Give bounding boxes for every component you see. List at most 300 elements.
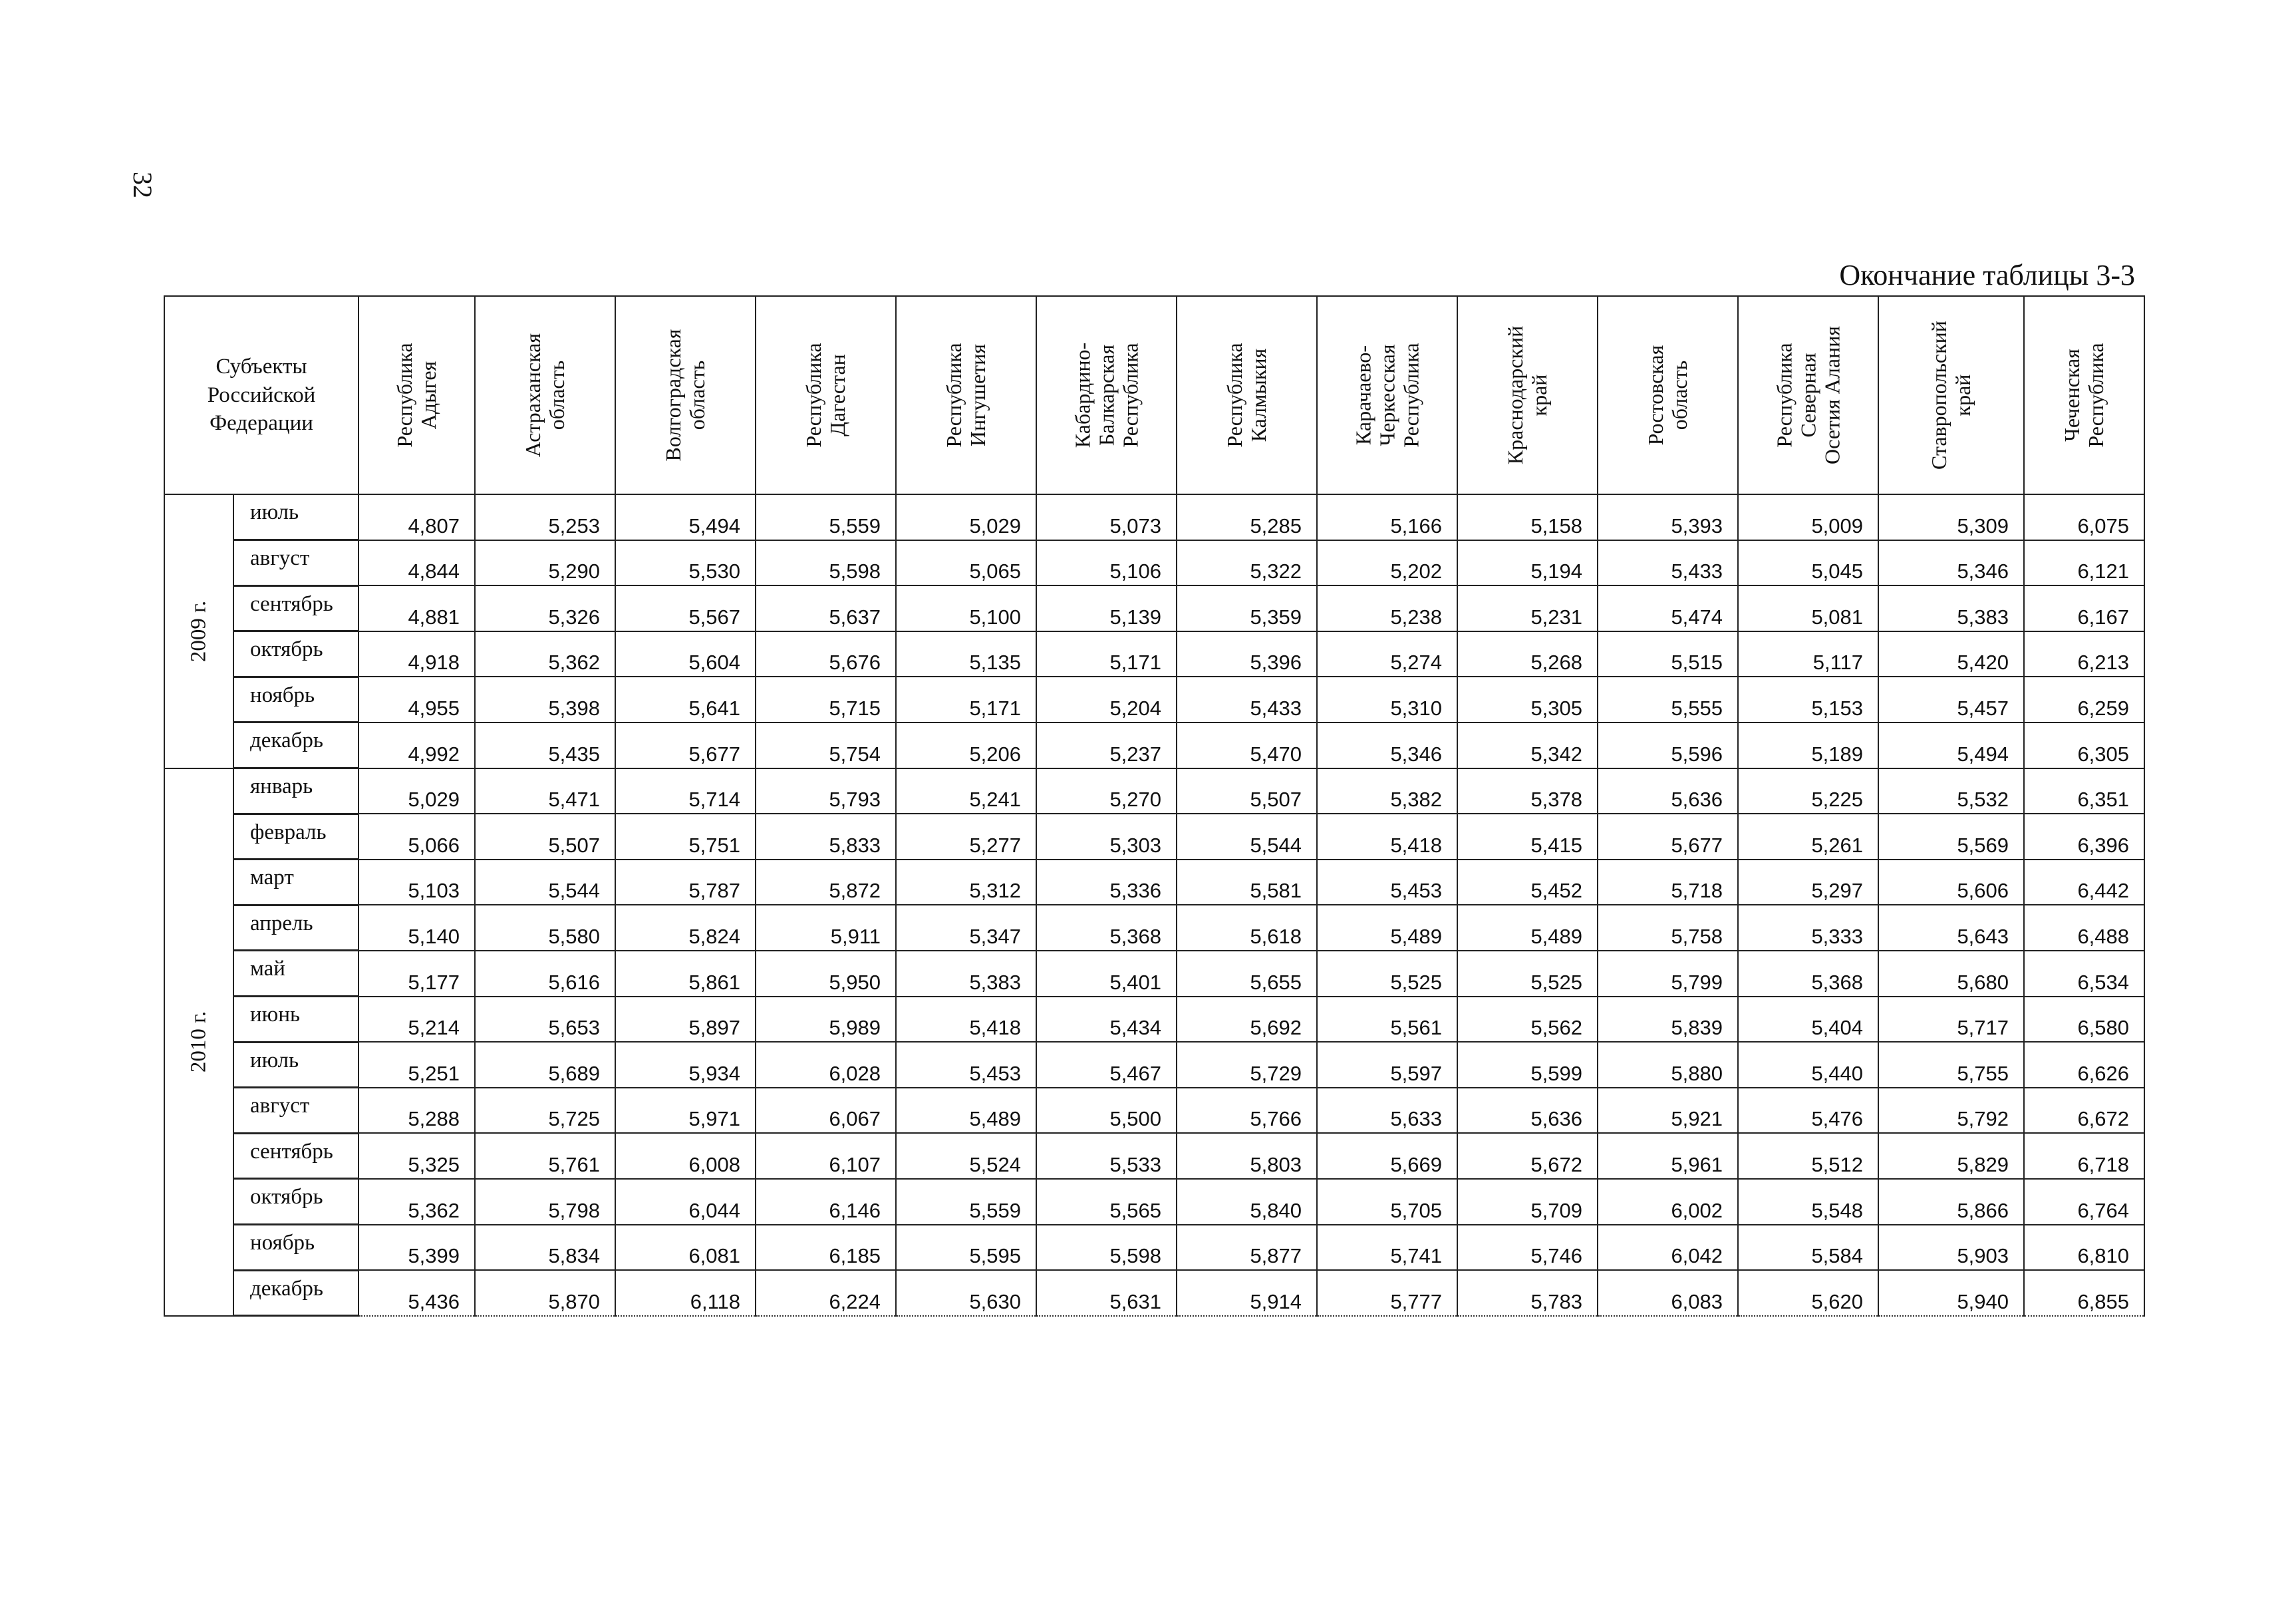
column-header-line: Республика [392, 343, 416, 448]
value-cell: 5,434 [1036, 997, 1177, 1043]
value-cell: 6,042 [1598, 1225, 1738, 1271]
value-cell: 5,598 [1036, 1225, 1177, 1271]
value-cell: 5,754 [756, 723, 896, 768]
value-cell: 5,692 [1177, 997, 1317, 1043]
column-header-label [393, 343, 441, 447]
value-cell: 5,065 [896, 540, 1036, 586]
value-cell: 5,565 [1036, 1179, 1177, 1225]
month-cell: декабрь [233, 723, 359, 768]
value-cell: 5,803 [1177, 1133, 1317, 1179]
value-cell: 5,420 [1878, 631, 2024, 677]
corner-header-line: Субъекты [215, 354, 307, 379]
value-cell: 6,081 [615, 1225, 756, 1271]
value-cell: 6,167 [2024, 585, 2144, 631]
value-cell: 5,559 [896, 1179, 1036, 1225]
value-cell: 5,680 [1878, 951, 2024, 997]
value-cell: 5,452 [1457, 860, 1598, 905]
month-cell: июль [233, 494, 359, 540]
value-cell: 6,213 [2024, 631, 2144, 677]
value-cell: 5,066 [359, 814, 475, 860]
value-cell: 6,185 [756, 1225, 896, 1271]
value-cell: 5,872 [756, 860, 896, 905]
value-cell: 5,839 [1598, 997, 1738, 1043]
value-cell: 5,630 [896, 1270, 1036, 1316]
value-cell: 5,616 [475, 951, 615, 997]
table-row [164, 1042, 2144, 1088]
column-header-line: Северная [1795, 353, 1820, 438]
column-header-label [1504, 326, 1552, 464]
corner-header [164, 296, 359, 494]
value-cell: 5,253 [475, 494, 615, 540]
value-cell: 5,297 [1738, 860, 1878, 905]
table-row [164, 677, 2144, 723]
value-cell: 5,346 [1317, 723, 1457, 768]
value-cell: 5,653 [475, 997, 615, 1043]
year-cell [164, 494, 233, 768]
column-header-line: Республика [941, 343, 966, 448]
month-cell: июль [233, 1042, 359, 1088]
value-cell: 5,741 [1317, 1225, 1457, 1271]
value-cell: 6,855 [2024, 1270, 2144, 1316]
value-cell: 5,655 [1177, 951, 1317, 997]
value-cell: 5,580 [475, 905, 615, 951]
value-cell: 5,861 [615, 951, 756, 997]
month-cell: март [233, 860, 359, 905]
value-cell: 5,470 [1177, 723, 1317, 768]
table-row [164, 905, 2144, 951]
column-header-line: Волгоградская [660, 329, 685, 462]
value-cell: 5,241 [896, 768, 1036, 814]
year-cell [164, 768, 233, 1316]
column-header-line: Адыгея [416, 361, 440, 430]
value-cell: 5,312 [896, 860, 1036, 905]
table-row [164, 814, 2144, 860]
value-cell: 5,989 [756, 997, 896, 1043]
value-cell: 5,103 [359, 860, 475, 905]
value-cell: 5,758 [1598, 905, 1738, 951]
table-row [164, 540, 2144, 586]
value-cell: 4,807 [359, 494, 475, 540]
value-cell: 6,442 [2024, 860, 2144, 905]
column-header-line: Республика [1398, 343, 1423, 448]
column-header-line: Осетия Алания [1819, 326, 1844, 464]
value-cell: 6,028 [756, 1042, 896, 1088]
value-cell: 5,418 [1317, 814, 1457, 860]
value-cell: 5,194 [1457, 540, 1598, 586]
column-header [756, 296, 896, 494]
value-cell: 5,489 [1317, 905, 1457, 951]
month-cell: ноябрь [233, 677, 359, 723]
column-header-line: Республика [1117, 343, 1142, 448]
value-cell: 5,677 [1598, 814, 1738, 860]
value-cell: 5,595 [896, 1225, 1036, 1271]
value-cell: 5,206 [896, 723, 1036, 768]
value-cell: 6,107 [756, 1133, 896, 1179]
column-header-line: Астраханская [520, 333, 545, 458]
value-cell: 5,934 [615, 1042, 756, 1088]
value-cell: 5,139 [1036, 585, 1177, 631]
column-header-line: Ингушетия [965, 343, 990, 447]
value-cell: 5,636 [1457, 1088, 1598, 1134]
value-cell: 5,793 [756, 768, 896, 814]
value-cell: 5,914 [1177, 1270, 1317, 1316]
value-cell: 5,453 [896, 1042, 1036, 1088]
column-header-line: Калмыкия [1246, 348, 1270, 442]
value-cell: 4,844 [359, 540, 475, 586]
column-header-line: Ставропольский [1926, 321, 1951, 470]
value-cell: 5,100 [896, 585, 1036, 631]
value-cell: 4,992 [359, 723, 475, 768]
table-row [164, 997, 2144, 1043]
value-cell: 5,158 [1457, 494, 1598, 540]
table-row [164, 1179, 2144, 1225]
value-cell: 5,512 [1738, 1133, 1878, 1179]
value-cell: 6,718 [2024, 1133, 2144, 1179]
value-cell: 5,544 [1177, 814, 1317, 860]
value-cell: 5,544 [475, 860, 615, 905]
value-cell: 5,604 [615, 631, 756, 677]
value-cell: 5,106 [1036, 540, 1177, 586]
column-header [1177, 296, 1317, 494]
value-cell: 6,259 [2024, 677, 2144, 723]
value-cell: 5,399 [359, 1225, 475, 1271]
value-cell: 5,362 [475, 631, 615, 677]
value-cell: 5,467 [1036, 1042, 1177, 1088]
column-header [1036, 296, 1177, 494]
value-cell: 5,398 [475, 677, 615, 723]
value-cell: 5,787 [615, 860, 756, 905]
value-cell: 5,877 [1177, 1225, 1317, 1271]
corner-header-line: Федерации [210, 411, 313, 436]
column-header [615, 296, 756, 494]
column-header-label [1928, 321, 1975, 470]
column-header-line: Балкарская [1093, 344, 1118, 446]
value-cell: 6,146 [756, 1179, 896, 1225]
month-cell: октябрь [233, 631, 359, 677]
column-header-line: край [1526, 374, 1551, 416]
value-cell: 5,921 [1598, 1088, 1738, 1134]
value-cell: 5,870 [475, 1270, 615, 1316]
column-header-line: Кабардино- [1070, 342, 1094, 448]
table-row [164, 723, 2144, 768]
value-cell: 5,597 [1317, 1042, 1457, 1088]
value-cell: 5,641 [615, 677, 756, 723]
column-header-label [2061, 343, 2108, 447]
value-cell: 5,177 [359, 951, 475, 997]
value-cell: 5,548 [1738, 1179, 1878, 1225]
table-row [164, 494, 2144, 540]
value-cell: 5,383 [896, 951, 1036, 997]
value-cell: 5,433 [1598, 540, 1738, 586]
value-cell: 5,368 [1738, 951, 1878, 997]
table-row [164, 631, 2144, 677]
value-cell: 6,810 [2024, 1225, 2144, 1271]
value-cell: 6,044 [615, 1179, 756, 1225]
month-cell: сентябрь [233, 585, 359, 631]
value-cell: 5,435 [475, 723, 615, 768]
value-cell: 5,362 [359, 1179, 475, 1225]
value-cell: 5,368 [1036, 905, 1177, 951]
table-row [164, 1088, 2144, 1134]
column-header-label [662, 329, 710, 461]
value-cell: 6,118 [615, 1270, 756, 1316]
tariff-table [164, 295, 2145, 1317]
value-cell: 5,489 [1457, 905, 1598, 951]
value-cell: 5,507 [475, 814, 615, 860]
value-cell: 5,336 [1036, 860, 1177, 905]
table-caption: Окончание таблицы 3-3 [1839, 259, 2135, 291]
value-cell: 5,204 [1036, 677, 1177, 723]
month-cell: январь [233, 768, 359, 814]
value-cell: 6,396 [2024, 814, 2144, 860]
month-cell: декабрь [233, 1270, 359, 1316]
value-cell: 5,433 [1177, 677, 1317, 723]
value-cell: 5,140 [359, 905, 475, 951]
value-cell: 6,351 [2024, 768, 2144, 814]
table-row [164, 1225, 2144, 1271]
month-cell: сентябрь [233, 1133, 359, 1179]
column-header-line: область [544, 360, 569, 430]
column-header [2024, 296, 2144, 494]
value-cell: 6,534 [2024, 951, 2144, 997]
value-cell: 5,322 [1177, 540, 1317, 586]
value-cell: 5,135 [896, 631, 1036, 677]
value-cell: 5,606 [1878, 860, 2024, 905]
value-cell: 5,285 [1177, 494, 1317, 540]
value-cell: 5,709 [1457, 1179, 1598, 1225]
value-cell: 5,637 [756, 585, 896, 631]
value-cell: 5,799 [1598, 951, 1738, 997]
value-cell: 5,309 [1878, 494, 2024, 540]
value-cell: 5,561 [1317, 997, 1457, 1043]
value-cell: 5,584 [1738, 1225, 1878, 1271]
value-cell: 5,440 [1738, 1042, 1878, 1088]
value-cell: 6,580 [2024, 997, 2144, 1043]
value-cell: 5,559 [756, 494, 896, 540]
value-cell: 5,489 [896, 1088, 1036, 1134]
value-cell: 5,290 [475, 540, 615, 586]
value-cell: 5,677 [615, 723, 756, 768]
column-header-line: Черкесская [1374, 344, 1399, 446]
column-header-label [802, 343, 850, 447]
column-header-line: Республика [1771, 343, 1796, 448]
value-cell: 5,507 [1177, 768, 1317, 814]
month-cell: август [233, 540, 359, 586]
value-cell: 5,533 [1036, 1133, 1177, 1179]
column-header [1738, 296, 1878, 494]
month-cell: февраль [233, 814, 359, 860]
value-cell: 5,714 [615, 768, 756, 814]
column-header-label [1773, 326, 1844, 464]
value-cell: 5,746 [1457, 1225, 1598, 1271]
value-cell: 5,903 [1878, 1225, 2024, 1271]
column-header-line: Карачаево- [1350, 345, 1375, 446]
value-cell: 5,494 [615, 494, 756, 540]
month-cell: август [233, 1088, 359, 1134]
column-header [1457, 296, 1598, 494]
table-row [164, 1133, 2144, 1179]
value-cell: 5,261 [1738, 814, 1878, 860]
value-cell: 5,404 [1738, 997, 1878, 1043]
value-cell: 5,961 [1598, 1133, 1738, 1179]
value-cell: 5,725 [475, 1088, 615, 1134]
value-cell: 5,755 [1878, 1042, 2024, 1088]
value-cell: 5,633 [1317, 1088, 1457, 1134]
value-cell: 5,189 [1738, 723, 1878, 768]
column-header-line: Республика [801, 343, 825, 448]
column-header [1598, 296, 1738, 494]
value-cell: 5,418 [896, 997, 1036, 1043]
value-cell: 5,631 [1036, 1270, 1177, 1316]
value-cell: 5,303 [1036, 814, 1177, 860]
value-cell: 5,555 [1598, 677, 1738, 723]
value-cell: 5,415 [1457, 814, 1598, 860]
column-header [1317, 296, 1457, 494]
value-cell: 5,029 [359, 768, 475, 814]
value-cell: 5,396 [1177, 631, 1317, 677]
column-header-line: край [1950, 374, 1975, 416]
value-cell: 5,310 [1317, 677, 1457, 723]
value-cell: 6,008 [615, 1133, 756, 1179]
table-row [164, 951, 2144, 997]
column-header-line: область [684, 360, 709, 430]
value-cell: 5,530 [615, 540, 756, 586]
value-cell: 5,346 [1878, 540, 2024, 586]
value-cell: 5,393 [1598, 494, 1738, 540]
value-cell: 5,436 [359, 1270, 475, 1316]
value-cell: 5,834 [475, 1225, 615, 1271]
value-cell: 5,562 [1457, 997, 1598, 1043]
value-cell: 5,761 [475, 1133, 615, 1179]
value-cell: 5,225 [1738, 768, 1878, 814]
value-cell: 5,598 [756, 540, 896, 586]
value-cell: 5,672 [1457, 1133, 1598, 1179]
month-cell: июнь [233, 997, 359, 1043]
value-cell: 5,840 [1177, 1179, 1317, 1225]
value-cell: 6,224 [756, 1270, 896, 1316]
year-label: 2009 г. [186, 600, 211, 662]
value-cell: 5,238 [1317, 585, 1457, 631]
value-cell: 5,689 [475, 1042, 615, 1088]
column-header [1878, 296, 2024, 494]
month-cell: ноябрь [233, 1225, 359, 1271]
value-cell: 5,476 [1738, 1088, 1878, 1134]
corner-header-line: Российской [207, 383, 316, 407]
value-cell: 5,643 [1878, 905, 2024, 951]
value-cell: 6,067 [756, 1088, 896, 1134]
value-cell: 5,474 [1598, 585, 1738, 631]
value-cell: 5,171 [896, 677, 1036, 723]
column-header-line: Республика [1222, 343, 1246, 448]
value-cell: 5,009 [1738, 494, 1878, 540]
value-cell: 5,117 [1738, 631, 1878, 677]
value-cell: 5,457 [1878, 677, 2024, 723]
value-cell: 5,305 [1457, 677, 1598, 723]
table-row [164, 1270, 2144, 1316]
value-cell: 5,766 [1177, 1088, 1317, 1134]
value-cell: 5,453 [1317, 860, 1457, 905]
value-cell: 5,880 [1598, 1042, 1738, 1088]
value-cell: 6,083 [1598, 1270, 1738, 1316]
value-cell: 5,717 [1878, 997, 2024, 1043]
value-cell: 5,792 [1878, 1088, 2024, 1134]
value-cell: 6,488 [2024, 905, 2144, 951]
value-cell: 6,121 [2024, 540, 2144, 586]
value-cell: 5,833 [756, 814, 896, 860]
value-cell: 5,268 [1457, 631, 1598, 677]
value-cell: 5,029 [896, 494, 1036, 540]
value-cell: 5,950 [756, 951, 896, 997]
value-cell: 5,829 [1878, 1133, 2024, 1179]
value-cell: 5,251 [359, 1042, 475, 1088]
column-header-label [1644, 345, 1692, 446]
value-cell: 5,599 [1457, 1042, 1598, 1088]
value-cell: 5,325 [359, 1133, 475, 1179]
value-cell: 5,288 [359, 1088, 475, 1134]
column-header-label [942, 343, 990, 447]
value-cell: 5,866 [1878, 1179, 2024, 1225]
value-cell: 5,515 [1598, 631, 1738, 677]
value-cell: 5,274 [1317, 631, 1457, 677]
column-header-line: Краснодарский [1503, 325, 1527, 465]
value-cell: 5,359 [1177, 585, 1317, 631]
value-cell: 5,277 [896, 814, 1036, 860]
value-cell: 5,569 [1878, 814, 2024, 860]
value-cell: 5,669 [1317, 1133, 1457, 1179]
column-header-label [1352, 343, 1423, 447]
column-header-line: область [1667, 360, 1691, 430]
column-header [359, 296, 475, 494]
value-cell: 5,705 [1317, 1179, 1457, 1225]
value-cell: 5,971 [615, 1088, 756, 1134]
value-cell: 5,618 [1177, 905, 1317, 951]
value-cell: 5,383 [1878, 585, 2024, 631]
value-cell: 5,471 [475, 768, 615, 814]
value-cell: 5,620 [1738, 1270, 1878, 1316]
value-cell: 5,342 [1457, 723, 1598, 768]
value-cell: 6,672 [2024, 1088, 2144, 1134]
value-cell: 5,729 [1177, 1042, 1317, 1088]
value-cell: 5,824 [615, 905, 756, 951]
value-cell: 5,202 [1317, 540, 1457, 586]
value-cell: 5,715 [756, 677, 896, 723]
value-cell: 5,581 [1177, 860, 1317, 905]
value-cell: 6,305 [2024, 723, 2144, 768]
value-cell: 5,636 [1598, 768, 1738, 814]
value-cell: 5,940 [1878, 1270, 2024, 1316]
column-header [475, 296, 615, 494]
value-cell: 5,500 [1036, 1088, 1177, 1134]
table-row [164, 860, 2144, 905]
value-cell: 5,494 [1878, 723, 2024, 768]
column-header-label [521, 333, 569, 457]
value-cell: 6,764 [2024, 1179, 2144, 1225]
value-cell: 5,326 [475, 585, 615, 631]
column-header-line: Ростовская [1643, 345, 1667, 446]
value-cell: 5,525 [1457, 951, 1598, 997]
value-cell: 5,382 [1317, 768, 1457, 814]
value-cell: 6,626 [2024, 1042, 2144, 1088]
value-cell: 5,081 [1738, 585, 1878, 631]
value-cell: 6,002 [1598, 1179, 1738, 1225]
value-cell: 5,237 [1036, 723, 1177, 768]
value-cell: 5,333 [1738, 905, 1878, 951]
value-cell: 5,911 [756, 905, 896, 951]
column-header-line: Чеченская [2059, 349, 2084, 442]
value-cell: 5,532 [1878, 768, 2024, 814]
value-cell: 5,401 [1036, 951, 1177, 997]
column-header-line: Дагестан [825, 354, 849, 436]
